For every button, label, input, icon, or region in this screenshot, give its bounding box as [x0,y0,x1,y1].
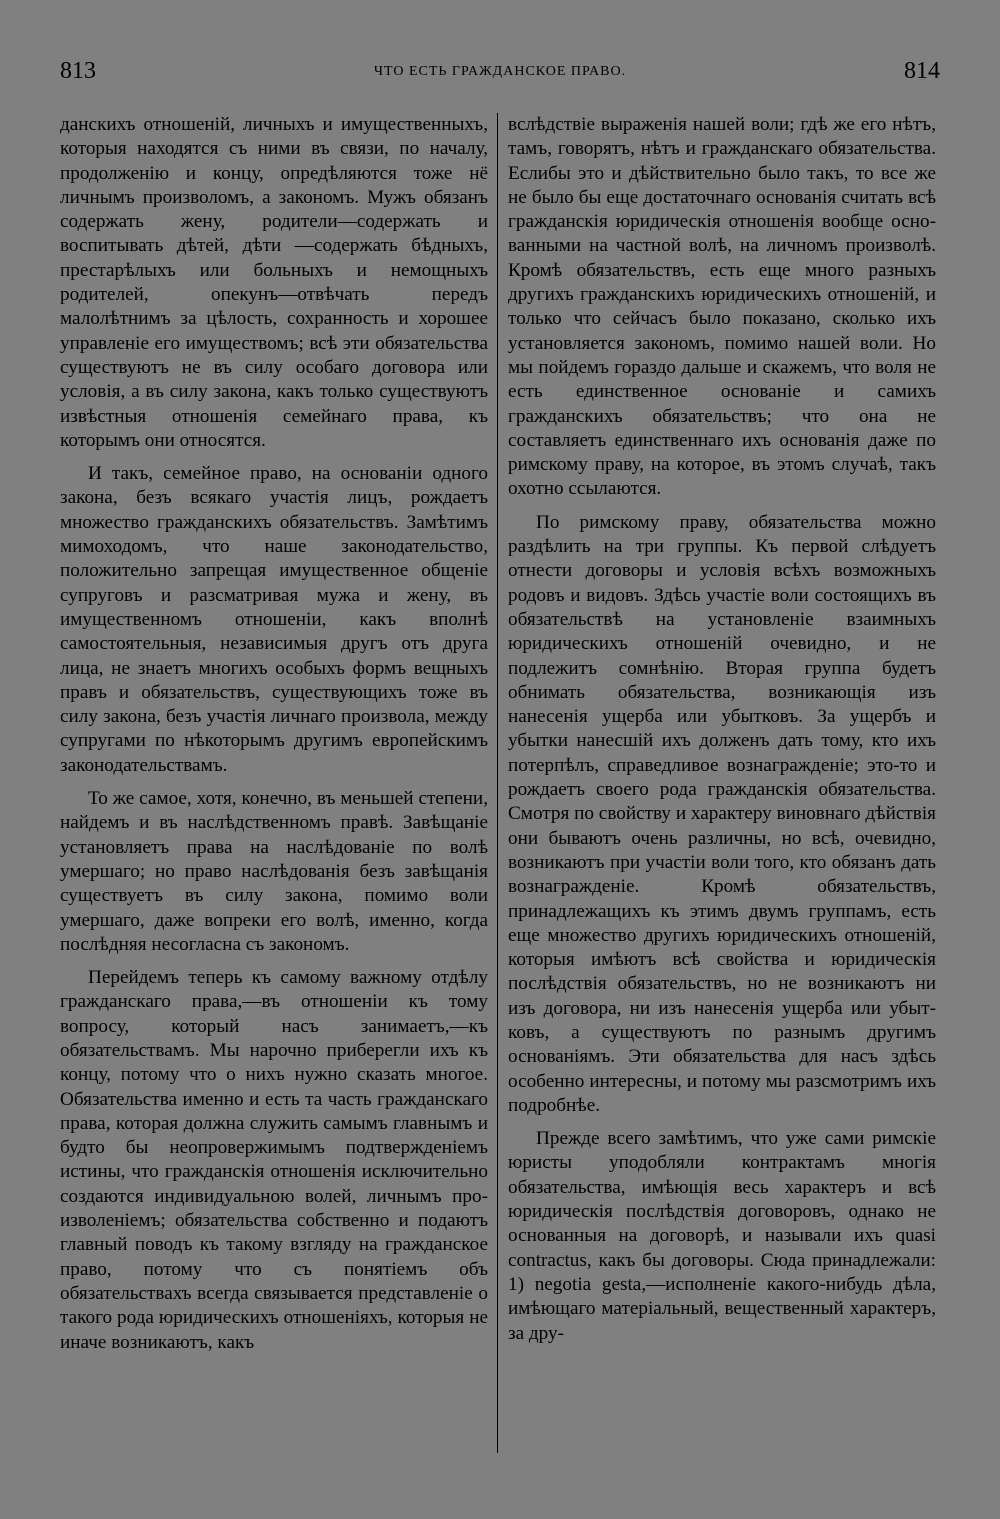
right-column [508,113,936,1355]
page-number-right: 814 [904,58,940,84]
page-number-left: 813 [60,58,96,84]
column-divider [497,113,498,1453]
paragraph: Перейдемъ теперь къ самому важному отдѣлу гражданскаго права,—въ отношеніи къ тому вопросу, который насъ занимаетъ,—къ обязательствамъ. Мы нарочно приберегли ихъ къ концу, потому что о нихъ нужно сказать многое. Обязательства именно и есть та часть гражданскаго права, которая должна служить самымъ главнымъ и будто бы неопровержимымъ подтвержденіемъ истины, что гражданскія отношенія исключительно создаются индивидуальною волей, личнымъ произволеніемъ; обязательства собственно и подаютъ главный поводъ къ такому взгляду на гражданское право, потому что съ понятіемъ объ обязательствахъ всегда связывается представленіе о такого рода юридическихъ отношеніяхъ, которыя не иначе возникаютъ, какъ [60,967,488,1353]
left-column [60,113,488,1364]
paragraph: По римскому праву, обязательства можно раздѣлить на три группы. Къ первой слѣдуетъ отнести договоры и условія всѣхъ возможныхъ родовъ и видовъ. Здѣсь участіе воли состоящихъ въ обязательствѣ на установленіе взаимныхъ юридическихъ отношеній очевидно, и не подлежитъ сомнѣнію. Вторая группа будетъ обнимать обязательства, возникающія изъ нанесенія ущерба или убытковъ. За ущербъ и убытки нанесшій ихъ долженъ дать тому, кто ихъ потерпѣлъ, справедливое вознагражденіе; это-то и рождаетъ своего рода гражданскія обязательства. Смотря по свойству и характеру виновнаго дѣйствія они бываютъ очень различны, но всѣ, очевидно, возникаютъ при участіи воли того, кто обязанъ дать вознагражденіе. Кромѣ обязательствъ, принадлежащихъ къ этимъ двумъ группамъ, есть еще множество другихъ юридическихъ отношеній, которыя имѣютъ всѣ свойства и юридическія послѣдствія обязательствъ, но не возникаютъ ни изъ договора, ни изъ нанесенія ущерба или убытковъ, а существуютъ по разнымъ другимъ основаніямъ. Эти обязательства для насъ здѣсь особенно интересны, и потому мы разсмотримъ ихъ подробнѣе. [508,511,936,1116]
paragraph: Прежде всего замѣтимъ, что уже сами римскіе юристы уподобляли контрактамъ многія обязательства, имѣющія весь характеръ и всѣ юридическія послѣдствія договоровъ, однако не основанныя на договорѣ, и называли ихъ quasi contractus, какъ бы договоры. Сюда принадлежали: 1) negotia gesta,—исполненіе какого-нибудь дѣла, имѣющаго матеріальный, вещественный характеръ, за дру- [508,1128,936,1344]
page-header [60,58,940,88]
paragraph: вслѣдствіе выраженія нашей воли; гдѣ же его нѣтъ, тамъ, говорятъ, нѣтъ и гражданскаго обязательства. Еслибы это и дѣйствительно было такъ, то все же не было бы еще достаточнаго основанія считать всѣ гражданскія юридическія отношенія вообще основанными на частной волѣ, на личномъ произволѣ. Кромѣ обязательствъ, есть еще много разныхъ другихъ гражданскихъ юридическихъ отношеній, и только что сейчасъ было показано, сколько ихъ установляется закономъ, помимо нашей воли. Но мы пойдемъ гораздо дальше и скажемъ, что воля не есть единственное основаніе и самихъ гражданскихъ обязательствъ; что она не составляетъ единственнаго ихъ основанія даже по римскому праву, на которое, въ этомъ случаѣ, такъ охотно ссылаются. [508,114,936,500]
paragraph: данскихъ отношеній, личныхъ и имущественныхъ, которыя находятся съ ними въ связи, по началу, продолженію и концу, опредѣляются тоже нё личнымъ произволомъ, а закономъ. Мужъ обязанъ содержать жену, родители—содержать и воспитывать дѣтей, дѣти —содержать бѣдныхъ, престарѣлыхъ или больныхъ и немощныхъ родителей, опекунъ—отвѣчать передъ малолѣтнимъ за цѣлость, сохранность и хорошее управленіе его имуществомъ; всѣ эти обязательства существуютъ не въ силу особаго договора или условія, а въ силу закона, какъ только существуютъ извѣстныя отношенія семейнаго права, къ которымъ они относятся. [60,114,488,451]
paragraph: И такъ, семейное право, на основаніи одного закона, безъ всякаго участія лицъ, рождаетъ множество гражданскихъ обязательствъ. Замѣтимъ мимоходомъ, что наше законодательство, положительно запрещая имущественное общеніе супруговъ и разсматривая мужа и жену, въ имущественномъ отношеніи, какъ вполнѣ самостоятельныя, независимыя другъ отъ друга лица, не знаетъ многихъ особыхъ формъ вещныхъ правъ и обязательствъ, существующихъ тоже въ силу закона, безъ участія личнаго произвола, между супругами по нѣкоторымъ другимъ европейскимъ законодательствамъ. [60,463,488,776]
paragraph: То же самое, хотя, конечно, въ меньшей степени, найдемъ и въ наслѣдственномъ правѣ. Завѣщаніе установляетъ права на наслѣдованіе по волѣ умершаго; но право наслѣдованія безъ завѣщанія существуетъ въ силу закона, помимо воли умершаго, даже вопреки его волѣ, именно, когда послѣдняя несогласна съ закономъ. [60,788,488,955]
running-title: ЧТО ЕСТЬ ГРАЖДАНСКОЕ ПРАВО. [373,64,627,79]
